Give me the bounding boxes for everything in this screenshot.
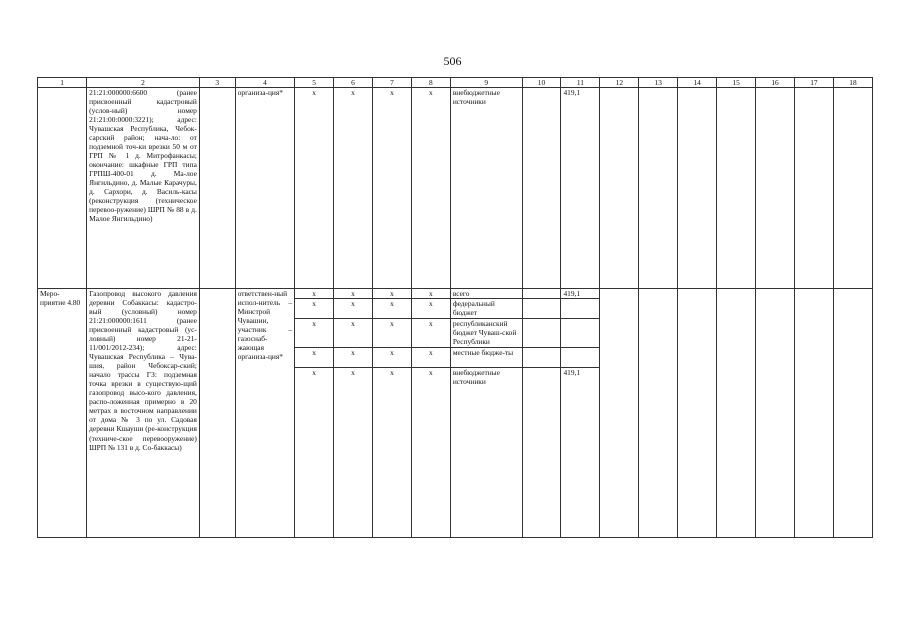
table-cell: [833, 289, 872, 538]
column-header: 15: [717, 78, 756, 88]
table-cell: x: [334, 299, 373, 319]
table-cell: x: [334, 88, 373, 289]
column-header: 7: [372, 78, 411, 88]
table-cell: x: [334, 348, 373, 368]
column-header: 1: [38, 78, 87, 88]
table-cell: x: [295, 348, 334, 368]
table-cell: x: [411, 348, 450, 368]
amount-cell: 419,1: [561, 368, 600, 538]
table-cell: [756, 88, 795, 289]
page-number: 506: [443, 54, 462, 68]
funding-source: всего: [450, 289, 522, 299]
table-cell: x: [411, 299, 450, 319]
table-cell: [600, 88, 639, 289]
table-cell: [600, 289, 639, 538]
column-header: 10: [522, 78, 561, 88]
table-cell: x: [295, 319, 334, 348]
column-header: 5: [295, 78, 334, 88]
column-header: 16: [756, 78, 795, 88]
table-cell: x: [411, 88, 450, 289]
header-row: [38, 78, 873, 88]
funding-source: республиканский бюджет Чуваш-ской Республики: [450, 319, 522, 348]
table-cell: [639, 88, 678, 289]
table-cell: x: [372, 88, 411, 289]
table-cell: [794, 88, 833, 289]
funding-source: федеральный бюджет: [450, 299, 522, 319]
column-header: 8: [411, 78, 450, 88]
table-cell: [678, 289, 717, 538]
table-cell: [522, 289, 561, 299]
table-cell: [199, 289, 235, 538]
amount-cell: 419,1: [561, 88, 600, 289]
table-cell: x: [334, 368, 373, 538]
measure-cell: [38, 88, 87, 289]
column-header: 11: [561, 78, 600, 88]
column-header: 13: [639, 78, 678, 88]
table-cell: [522, 368, 561, 538]
column-header: 4: [235, 78, 294, 88]
table-cell: x: [411, 319, 450, 348]
column-header: 6: [334, 78, 373, 88]
table-cell: x: [372, 368, 411, 538]
table-cell: [833, 88, 872, 289]
table-cell: x: [334, 289, 373, 299]
table-cell: [522, 348, 561, 368]
object-description: 21:21:000000:6600 (ранее присвоенный кадастровый (услов-ный) номер 21:21:00:0000:3221); адрес: Чувашская Республика, Чебок-сарский район; нача-ло: от подземной точ-ки врезки 50 м от ГРП № 1 д. Митрофанкасы; окончание: шкафные ГРП типа ГРПШ-400-01 д. Ма-лое Янгильдино, д. Малые Карачуры, д. Сархори, д. Василь-касы (реконструкция (техническое перевоо-ружение) ШРП № 88 в д. Малое Янгильдино): [87, 88, 200, 289]
column-header: 12: [600, 78, 639, 88]
executor-cell: ответствен-ный испол-нитель – Минстрой Чувашии, участник – газоснаб-жающая организа-ция*: [235, 289, 294, 538]
table-cell: [639, 289, 678, 538]
table-cell: [794, 289, 833, 538]
table-cell: [522, 319, 561, 348]
table-cell: [717, 88, 756, 289]
table-row: [38, 88, 873, 289]
column-header: 18: [833, 78, 872, 88]
column-header: 3: [199, 78, 235, 88]
table-row: [38, 289, 873, 299]
column-header: 17: [794, 78, 833, 88]
table-cell: x: [411, 368, 450, 538]
funding-source: местные бюдже-ты: [450, 348, 522, 368]
table-cell: x: [372, 348, 411, 368]
column-header: 9: [450, 78, 522, 88]
table-cell: x: [372, 319, 411, 348]
table-cell: x: [411, 289, 450, 299]
table-cell: x: [372, 299, 411, 319]
table-cell: [678, 88, 717, 289]
column-header: 14: [678, 78, 717, 88]
table-cell: x: [295, 368, 334, 538]
amount-cell: [561, 299, 600, 319]
amount-cell: [561, 319, 600, 348]
table-cell: [717, 289, 756, 538]
amount-cell: 419,1: [561, 289, 600, 299]
table-cell: [756, 289, 795, 538]
program-table: [37, 77, 873, 538]
table-cell: x: [295, 289, 334, 299]
amount-cell: [561, 348, 600, 368]
table-cell: x: [334, 319, 373, 348]
funding-source: внебюджетные источники: [450, 88, 522, 289]
funding-source: внебюджетные источники: [450, 368, 522, 538]
table-cell: x: [372, 289, 411, 299]
object-description: Газопровод высокого давления деревни Собаккасы: кадастро-вый (условный) номер 21:21:000000:1611 (ранее присвоенный кадастровый (ус-ловный) номер 21-21-11/001/2012-234); адрес: Чувашская Республика – Чува-шия, район Чебоксар-ский; начало трассы ГЗ: подземная точка врезки в существую-щий газопровод высо-кого давления, распо-ложенная примерно в 20 метрах в восточном направлении от дома № 3 по ул. Садовая деревни Кшауши (ре-конструкция (техниче-ское перевооружение) ШРП № 131 в д. Со-баккасы): [87, 289, 200, 538]
measure-cell: Меро-приятие 4.80: [38, 289, 87, 538]
table-cell: [199, 88, 235, 289]
table-cell: x: [295, 88, 334, 289]
table-cell: [522, 299, 561, 319]
column-header: 2: [87, 78, 200, 88]
executor-cell: организа-ция*: [235, 88, 294, 289]
table-cell: x: [295, 299, 334, 319]
table-cell: [522, 88, 561, 289]
